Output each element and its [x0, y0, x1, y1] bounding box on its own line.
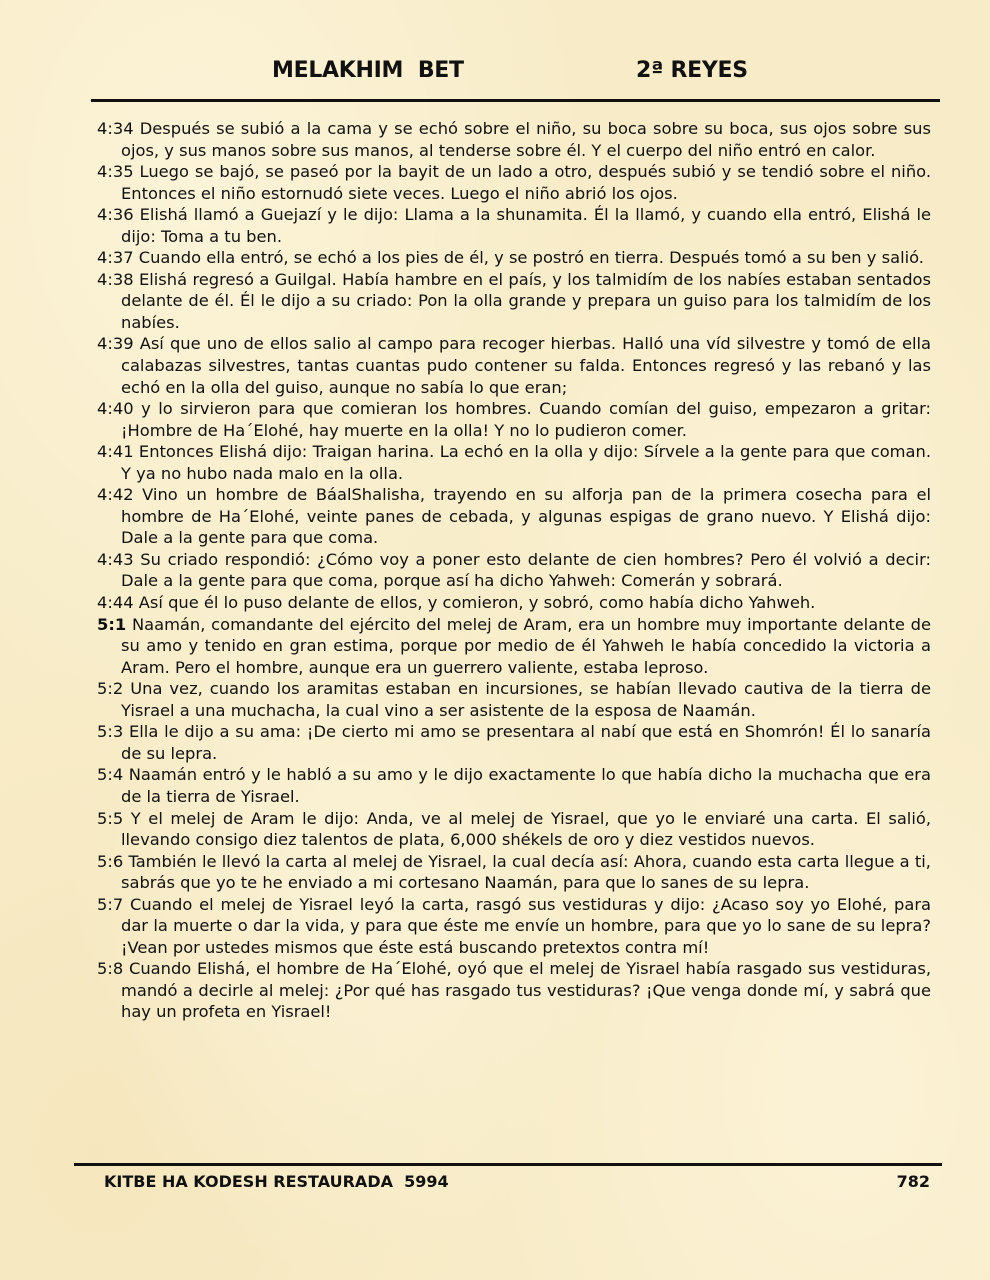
verse-text: Así que él lo puso delante de ellos, y comieron, y sobró, como había dicho Yahweh. [138, 593, 816, 613]
verse-number: 4:36 [97, 205, 134, 225]
verse-number: 4:34 [97, 119, 134, 138]
page-number: 782 [896, 1172, 930, 1191]
verse-text: Después se subió a la cama y se echó sobre el niño, su boca sobre su boca, sus ojos sobre sus ojos, y sus manos sobre sus manos, al tenderse sobre él. Y el cuerpo del niño entró en calor. [121, 119, 931, 160]
verse-text: Su criado respondió: ¿Cómo voy a poner esto delante de cien hombres? Pero él volvió a decir: Dale a la gente para que coma, porque así ha dicho Yahweh: Comerán y sobrará. [121, 549, 931, 591]
verse-number: 4:35 [97, 162, 134, 182]
verse-number: 4:43 [97, 549, 134, 569]
verse-text: También le llevó la carta al melej de Yisrael, la cual decía así: Ahora, cuando esta carta llegue a ti, sabrás que yo te he enviado a mi cortesano Naamán, para que lo sanes de su lepra. [121, 851, 931, 893]
verse-text: Ella le dijo a su ama: ¡De cierto mi amo se presentara al nabí que está en Shomrón! Él lo sanaría de su lepra. [121, 722, 931, 763]
verse-number: 5:6 [97, 851, 124, 871]
footer-rule [74, 1163, 942, 1166]
verse [97, 958, 931, 1023]
footer-title: KITBE HA KODESH RESTAURADA 5994 [104, 1172, 449, 1191]
verse-text: Luego se bajó, se paseó por la bayit de un lado a otro, después subió y se tendió sobre el niño. Entonces el niño estornudó siete veces. Luego el niño abrió los ojos. [121, 162, 931, 203]
verse-text: Naamán, comandante del ejército del melej de Aram, era un hombre muy importante delante de su amo y tenido en gran estima, porque por medio de él Yahweh le había concedido la victoria a Aram. Pero el hombre, aunque era un guerrero valiente, estaba leproso. [121, 614, 931, 677]
verse [97, 549, 931, 592]
verse-number: 4:38 [97, 269, 134, 289]
verse-text: Vino un hombre de BáalShalisha, trayendo en su alforja pan de la primera cosecha para el hombre de Ha´Elohé, veinte panes de cebada, y algunas espigas de grano nuevo. Y Elishá dijo: Dale a la gente para que coma. [121, 485, 931, 548]
page-footer [0, 1172, 990, 1196]
verse-number: 4:39 [97, 334, 134, 354]
verse [97, 161, 931, 204]
verse [97, 269, 931, 334]
verse [97, 614, 931, 679]
verse-number: 4:40 [97, 399, 134, 419]
verse [97, 118, 931, 161]
verse [97, 592, 931, 614]
book-title-spanish: 2ª REYES [636, 58, 748, 83]
verse-text: Cuando ella entró, se echó a los pies de él, y se postró en tierra. Después tomó a su ben y salió. [138, 248, 924, 268]
verse-text: Elishá llamó a Guejazí y le dijo: Llama a la shunamita. Él la llamó, y cuando ella entró, Elishá le dijo: Toma a tu ben. [121, 205, 931, 246]
scripture-text [97, 118, 931, 1023]
verse [97, 333, 931, 398]
verse-text: Elishá regresó a Guilgal. Había hambre en el país, y los talmidím de los nabíes estaban sentados delante de él. Él le dijo a su criado: Pon la olla grande y prepara un guiso para los talmidím de los nabíes. [121, 269, 931, 332]
verse [97, 851, 931, 894]
verse-number: 5:7 [97, 894, 124, 914]
verse-number: 5:3 [97, 722, 124, 742]
verse [97, 764, 931, 807]
chapter-verse-number: 5:1 [97, 614, 127, 634]
verse-number: 5:2 [97, 679, 124, 699]
verse [97, 441, 931, 484]
verse [97, 894, 931, 959]
verse-number: 4:37 [97, 248, 134, 268]
verse-text: Así que uno de ellos salio al campo para recoger hierbas. Halló una víd silvestre y tomó de ella calabazas silvestres, tantas cuantas pudo contener su falda. Entonces regresó y las rebanó y las echó en la olla del guiso, aunque no sabía lo que eran; [121, 334, 931, 397]
verse-number: 4:42 [97, 485, 134, 505]
verse-number: 5:4 [97, 765, 124, 785]
verse-text: Cuando Elishá, el hombre de Ha´Elohé, oyó que el melej de Yisrael había rasgado sus vestiduras, mandó a decirle al melej: ¿Por qué has rasgado tus vestiduras? ¡Que venga donde mí, y sabrá que hay un profeta en Yisrael! [121, 959, 931, 1022]
verse-text: Y el melej de Aram le dijo: Anda, ve al melej de Yisrael, que yo le enviaré una carta. El salió, llevando consigo diez talentos de plata, 6,000 shékels de oro y diez vestidos nuevos. [121, 808, 931, 850]
verse [97, 204, 931, 247]
book-title: MELAKHIM BET [272, 58, 464, 83]
verse-text: Cuando el melej de Yisrael leyó la carta, rasgó sus vestiduras y dijo: ¿Acaso soy yo Elohé, para dar la muerte o dar la vida, y para que éste me envíe un hombre, para que yo lo sane de su lepra? ¡Vean por ustedes mismos que éste está buscando pretextos contra mí! [121, 894, 931, 957]
verse-text: Naamán entró y le habló a su amo y le dijo exactamente lo que había dicho la muchacha que era de la tierra de Yisrael. [121, 765, 931, 806]
verse-number: 5:5 [97, 808, 124, 828]
verse [97, 247, 931, 269]
verse-number: 4:41 [97, 442, 134, 462]
verse-number: 5:8 [97, 959, 124, 979]
verse [97, 808, 931, 851]
page-header [0, 58, 990, 92]
verse-text: y lo sirvieron para que comieran los hombres. Cuando comían del guiso, empezaron a gritar: ¡Hombre de Ha´Elohé, hay muerte en la olla! Y no lo pudieron comer. [121, 399, 931, 440]
verse-text: Entonces Elishá dijo: Traigan harina. La echó en la olla y dijo: Sírvele a la gente para que coman. Y ya no hubo nada malo en la olla. [121, 442, 931, 483]
verse [97, 484, 931, 549]
verse [97, 721, 931, 764]
header-rule [91, 99, 940, 102]
verse-number: 4:44 [97, 593, 134, 613]
verse-text: Una vez, cuando los aramitas estaban en incursiones, se habían llevado cautiva de la tierra de Yisrael a una muchacha, la cual vino a ser asistente de la esposa de Naamán. [121, 679, 931, 720]
verse [97, 398, 931, 441]
verse [97, 678, 931, 721]
